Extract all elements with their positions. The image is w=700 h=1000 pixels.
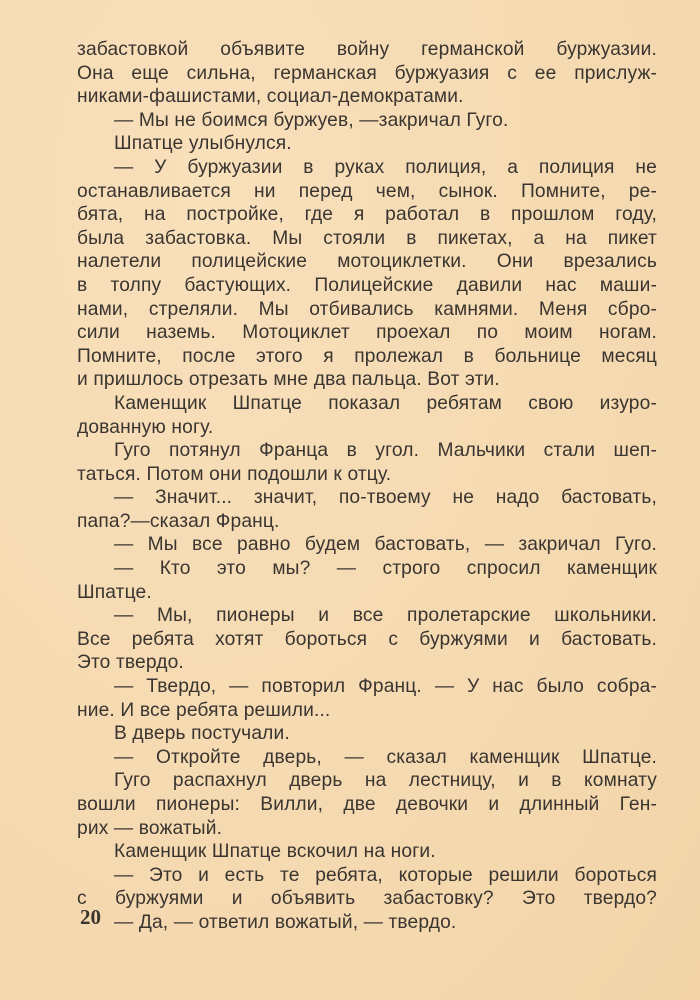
page-number: 20 [80,905,101,929]
text-line: рих — вожатый. [77,817,223,839]
text-line: Шпатце улыбнулся. [114,133,292,155]
text-line: Помните, после этого я пролежал в больнице месяц [77,345,657,367]
text-line: Каменщик Шпатце вскочил на ноги. [114,841,436,863]
text-line: — Мы все равно будем бастовать, — закричал Гуго. [114,534,657,556]
text-line: была забастовка. Мы стояли в пикетах, а на пикет [77,227,657,249]
text-line: — Твердо, — повторил Франц. — У нас было собра- [114,676,657,698]
text-line: — У буржуазии в руках полиция, а полиция не [114,156,657,178]
text-line: забастовкой объявите войну германской буржуазии. [77,39,657,60]
text-line: Это твердо. [77,652,184,674]
text-line: бята, на постройке, где я работал в прошлом году, [77,204,657,226]
text-line: в толпу бастующих. Полицейские давили нас маши- [77,274,657,296]
text-line: никами-фашистами, социал-демократами. [77,86,464,108]
text-line: нами, стреляли. Мы отбивались камнями. Меня сбро- [77,298,657,320]
text-line: Все ребята хотят бороться с буржуями и бастовать. [77,628,657,650]
text-line: — Это и есть те ребята, которые решили бороться [114,864,657,886]
text-line: — Да, — ответил вожатый, — твердо. [114,911,457,933]
text-line: налетели полицейские мотоциклетки. Они врезались [77,251,657,273]
text-line: вошли пионеры: Вилли, две девочки и длинный Ген- [77,794,657,815]
text-line: сили наземь. Мотоциклет проехал по моим ногам. [77,322,657,344]
text-line: Гуго потянул Франца в угол. Мальчики стали шеп- [114,440,657,462]
text-line: дованную ногу. [77,416,214,438]
text-line: папа?—сказал Франц. [77,510,280,532]
text-line: с буржуями и объявить забастовку? Это твердо? [77,888,657,910]
text-line: ние. И все ребята решили... [77,699,331,721]
text-line: — Мы не боимся буржуев, —закричал Гуго. [114,109,509,131]
text-line: Каменщик Шпатце показал ребятам свою изуро- [114,392,657,414]
text-line: Она еще сильна, германская буржуазия с ее прислуж- [77,62,657,84]
text-line: таться. Потом они подошли к отцу. [77,463,392,485]
text-line: останавливается ни перед чем, сынок. Помните, ре- [77,180,657,202]
text-line: Шпатце. [77,581,152,603]
text-line: и пришлось отрезать мне два пальца. Вот эти. [77,369,500,391]
text-line: Гуго распахнул дверь на лестницу, и в комнату [114,770,657,792]
page-body-text [77,38,657,935]
text-line: — Мы, пионеры и все пролетарские школьники. [114,605,657,627]
text-line: — Кто это мы? — строго спросил каменщик [114,558,657,580]
text-line: В дверь постучали. [114,723,290,745]
text-line: — Значит... значит, по-твоему не надо бастовать, [114,487,657,509]
text-line: — Откройте дверь, — сказал каменщик Шпатце. [114,746,657,768]
